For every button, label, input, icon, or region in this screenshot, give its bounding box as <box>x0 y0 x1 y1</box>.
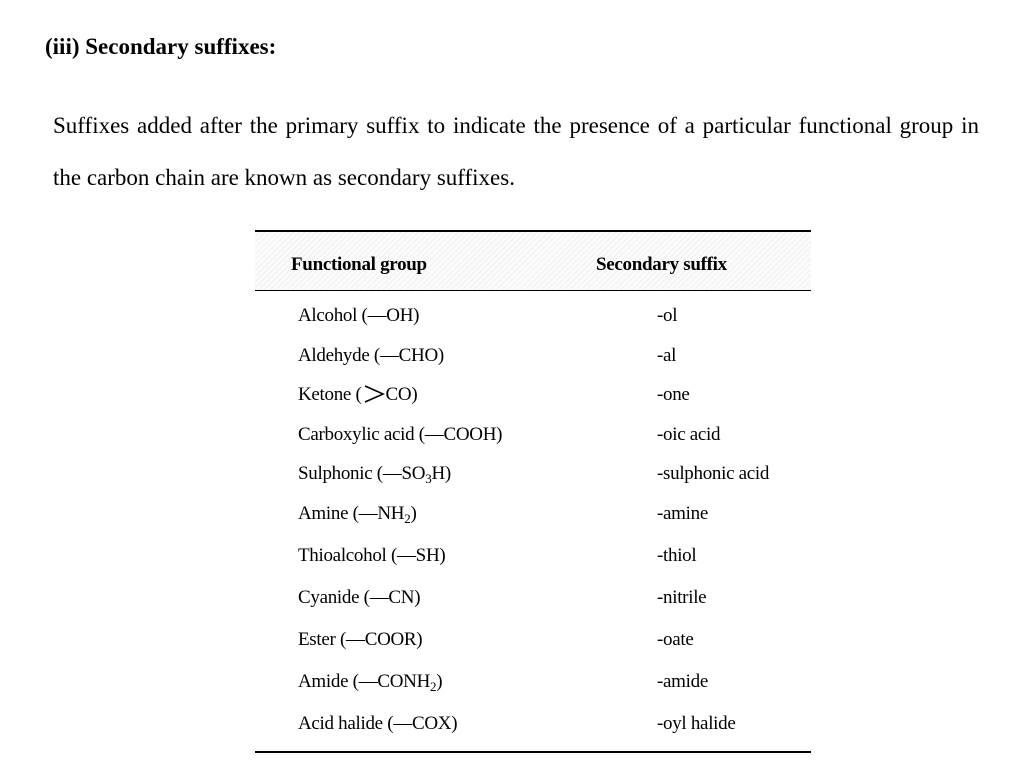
table-row <box>255 455 811 495</box>
suffix-cell: -oate <box>657 628 694 650</box>
group-prefix: Amide (—CONH <box>298 670 431 692</box>
ketone-bond-icon <box>362 384 386 404</box>
table-row <box>255 416 811 456</box>
functional-group-cell: Carboxylic acid (—COOH) <box>298 423 503 445</box>
functional-group-cell <box>298 503 416 525</box>
table-row <box>255 495 811 537</box>
suffix-cell: -oic acid <box>657 423 721 445</box>
suffix-cell: -thiol <box>657 544 697 566</box>
table-row <box>255 337 811 377</box>
header-functional-group: Functional group <box>291 254 427 275</box>
header-secondary-suffix: Secondary suffix <box>596 254 727 275</box>
group-suffix: ) <box>436 670 443 692</box>
subscript: 2 <box>430 678 437 694</box>
suffix-cell: -amide <box>657 670 708 692</box>
table-row <box>255 621 811 663</box>
suffix-cell: -sulphonic acid <box>657 463 770 484</box>
functional-group-cell: Aldehyde (—CHO) <box>298 344 444 366</box>
section-heading: (iii) Secondary suffixes: <box>45 34 277 59</box>
subscript: 2 <box>404 510 411 526</box>
table-bottom-rule <box>255 751 811 753</box>
table-row <box>255 297 811 337</box>
description-paragraph: Suffixes added after the primary suffix to indicate the presence of a particular functional group in the carbon chain are known as secondary suffixes. <box>53 113 979 190</box>
table-row <box>255 579 811 621</box>
ketone-prefix: Ketone ( <box>298 384 362 405</box>
suffix-cell: -oyl halide <box>657 712 736 734</box>
table-header-row <box>255 232 811 290</box>
suffix-cell: -al <box>657 344 677 366</box>
functional-group-cell <box>298 384 417 406</box>
functional-group-cell: Acid halide (—COX) <box>298 712 458 734</box>
table-row <box>255 705 811 747</box>
subscript: 3 <box>425 471 432 486</box>
suffix-cell: -one <box>657 384 690 405</box>
suffix-cell: -nitrile <box>657 586 707 608</box>
functional-group-cell <box>298 463 451 485</box>
table-row <box>255 663 811 705</box>
table-row <box>255 376 811 416</box>
group-suffix: H) <box>431 463 451 484</box>
functional-group-cell: Cyanide (—CN) <box>298 586 421 608</box>
ketone-suffix: CO) <box>385 384 418 405</box>
functional-group-cell <box>298 671 442 693</box>
suffix-table <box>255 230 811 753</box>
group-prefix: Sulphonic (—SO <box>298 463 426 484</box>
group-suffix: ) <box>410 502 417 524</box>
suffix-cell: -ol <box>657 305 678 326</box>
functional-group-cell: Thioalcohol (—SH) <box>298 544 446 566</box>
functional-group-cell: Alcohol (—OH) <box>298 305 420 326</box>
group-prefix: Amine (—NH <box>298 502 405 524</box>
functional-group-cell: Ester (—COOR) <box>298 628 423 650</box>
suffix-cell: -amine <box>657 502 708 524</box>
table-row <box>255 537 811 579</box>
table-body <box>255 291 811 751</box>
